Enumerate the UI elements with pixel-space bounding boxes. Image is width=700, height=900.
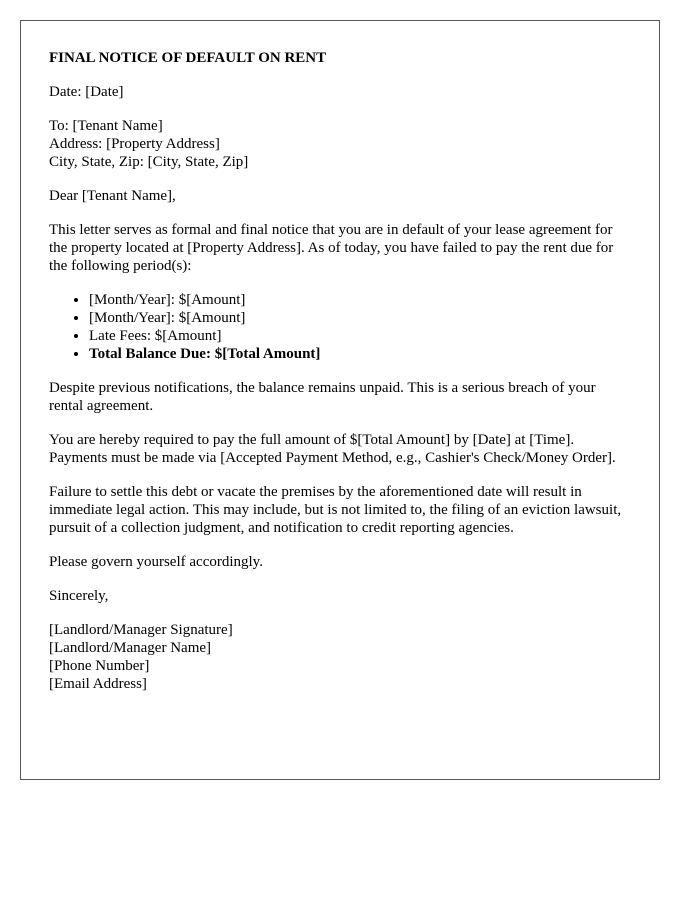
signature-block: [49, 621, 631, 693]
letter-page: [20, 20, 660, 780]
recipient-to: To: [Tenant Name]: [49, 118, 163, 134]
recipient-address: Address: [Property Address]: [49, 136, 220, 152]
recipient-block: [49, 117, 631, 171]
list-item: • Late Fees: $[Amount]: [89, 327, 631, 345]
intro-paragraph: This letter serves as formal and final notice that you are in default of your lease agreement for the property located at [Property Address]. As of today, you have failed to pay the rent due for the following period(s):: [49, 222, 614, 274]
amount-list: [49, 291, 631, 363]
signer-email: [Email Address]: [49, 676, 147, 692]
signer-phone: [Phone Number]: [49, 658, 150, 674]
date-line: Date: [Date]: [49, 84, 124, 100]
consequences-paragraph: Failure to settle this debt or vacate the premises by the aforementioned date will result in immediate legal action. This may include, but is not limited to, the filing of an eviction lawsuit, pursuit of a collection judgment, and notification to credit reporting agencies.: [49, 484, 622, 536]
recipient-city-state-zip: City, State, Zip: [City, State, Zip]: [49, 154, 249, 170]
payment-paragraph: You are hereby required to pay the full amount of $[Total Amount] by [Date] at [Time]. Payments must be made via [Accepted Payment Method, e.g., Cashier's Check/Money Order].: [49, 432, 616, 466]
signature-line: [Landlord/Manager Signature]: [49, 622, 233, 638]
salutation: Dear [Tenant Name],: [49, 188, 176, 204]
total-balance-item: • Total Balance Due: $[Total Amount]: [89, 345, 631, 363]
list-item: • [Month/Year]: $[Amount]: [89, 309, 631, 327]
list-item: • [Month/Year]: $[Amount]: [89, 291, 631, 309]
closing: Sincerely,: [49, 588, 109, 604]
letter-title: FINAL NOTICE OF DEFAULT ON RENT: [49, 50, 327, 66]
breach-paragraph: Despite previous notifications, the balance remains unpaid. This is a serious breach of your rental agreement.: [49, 380, 596, 414]
signer-name: [Landlord/Manager Name]: [49, 640, 212, 656]
govern-paragraph: Please govern yourself accordingly.: [49, 554, 263, 570]
